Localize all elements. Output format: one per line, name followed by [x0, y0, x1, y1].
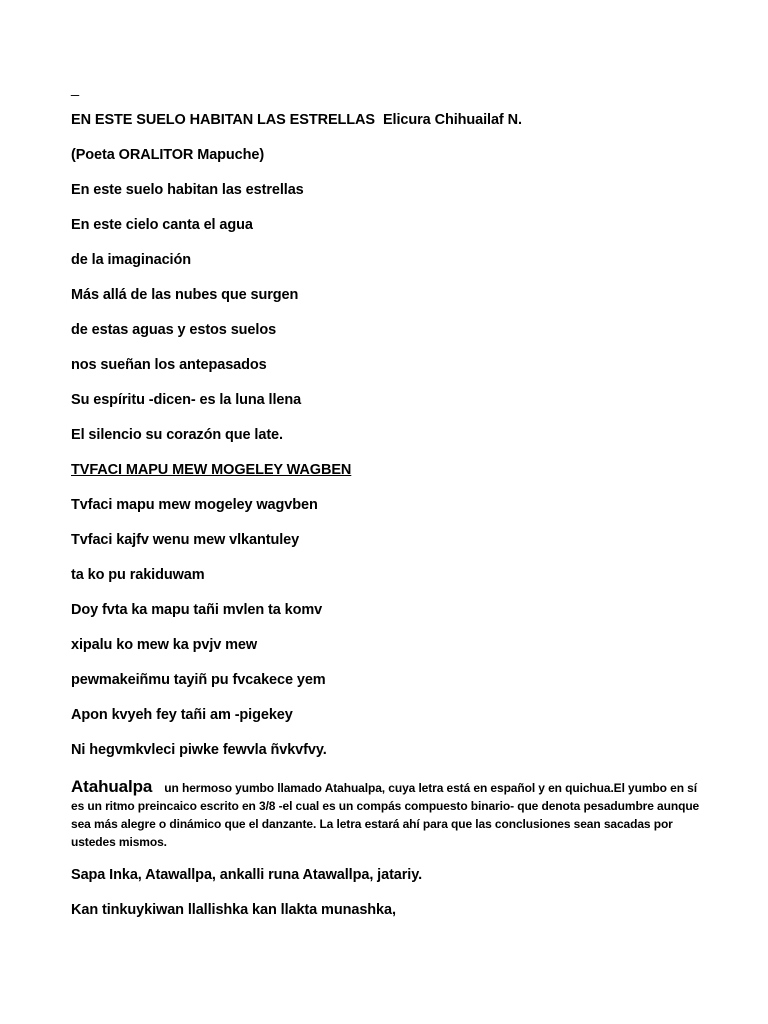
poem-line: de estas aguas y estos suelos — [71, 322, 277, 338]
top-mark: _ — [71, 81, 79, 97]
poem-line: Tvfaci mapu mew mogeley wagvben — [71, 497, 318, 513]
poem-line: En este cielo canta el agua — [71, 217, 253, 233]
poem-line: ta ko pu rakiduwam — [71, 567, 205, 583]
atahualpa-paragraph — [71, 778, 701, 851]
poem-line: Tvfaci kajfv wenu mew vlkantuley — [71, 532, 300, 548]
poem-line: Su espíritu -dicen- es la luna llena — [71, 392, 302, 408]
poem-line: pewmakeiñmu tayiñ pu fvcakece yem — [71, 672, 326, 688]
section-heading: Atahualpa — [71, 777, 153, 796]
poem-line: Ni hegvmkvleci piwke fewvla ñvkvfvy. — [71, 742, 327, 758]
poem-line: de la imaginación — [71, 252, 191, 268]
poem-subtitle: (Poeta ORALITOR Mapuche) — [71, 147, 265, 163]
poem-line: Más allá de las nubes que surgen — [71, 287, 299, 303]
poem-line: Doy fvta ka mapu tañi mvlen ta komv — [71, 602, 323, 618]
poem-author: Elicura Chihuailaf N. — [382, 112, 522, 128]
mapudungun-title: TVFACI MAPU MEW MOGELEY WAGBEN — [71, 462, 352, 478]
poem-line: El silencio su corazón que late. — [71, 427, 283, 443]
section-body: un hermoso yumbo llamado Atahualpa, cuya letra está en español y en quichua.El yumbo en sí es un ritmo preincaico escrito en 3/8 -el cual es un compás compuesto binario- que denota pesadumbre aunque sea más alegre o dinámico que el danzante. La letra estará ahí para que las conclusiones sean sacadas por ustedes mismos. — [71, 781, 700, 849]
song-line: Kan tinkuykiwan llallishka kan llakta munashka, — [71, 902, 396, 918]
poem-line: En este suelo habitan las estrellas — [71, 182, 304, 198]
poem-title-line — [71, 111, 522, 129]
poem-line: xipalu ko mew ka pvjv mew — [71, 637, 258, 653]
poem-line: Apon kvyeh fey tañi am -pigekey — [71, 707, 293, 723]
poem-line: nos sueñan los antepasados — [71, 357, 267, 373]
poem-title: EN ESTE SUELO HABITAN LAS ESTRELLAS — [71, 112, 375, 128]
song-line: Sapa Inka, Atawallpa, ankalli runa Atawallpa, jatariy. — [71, 867, 423, 883]
